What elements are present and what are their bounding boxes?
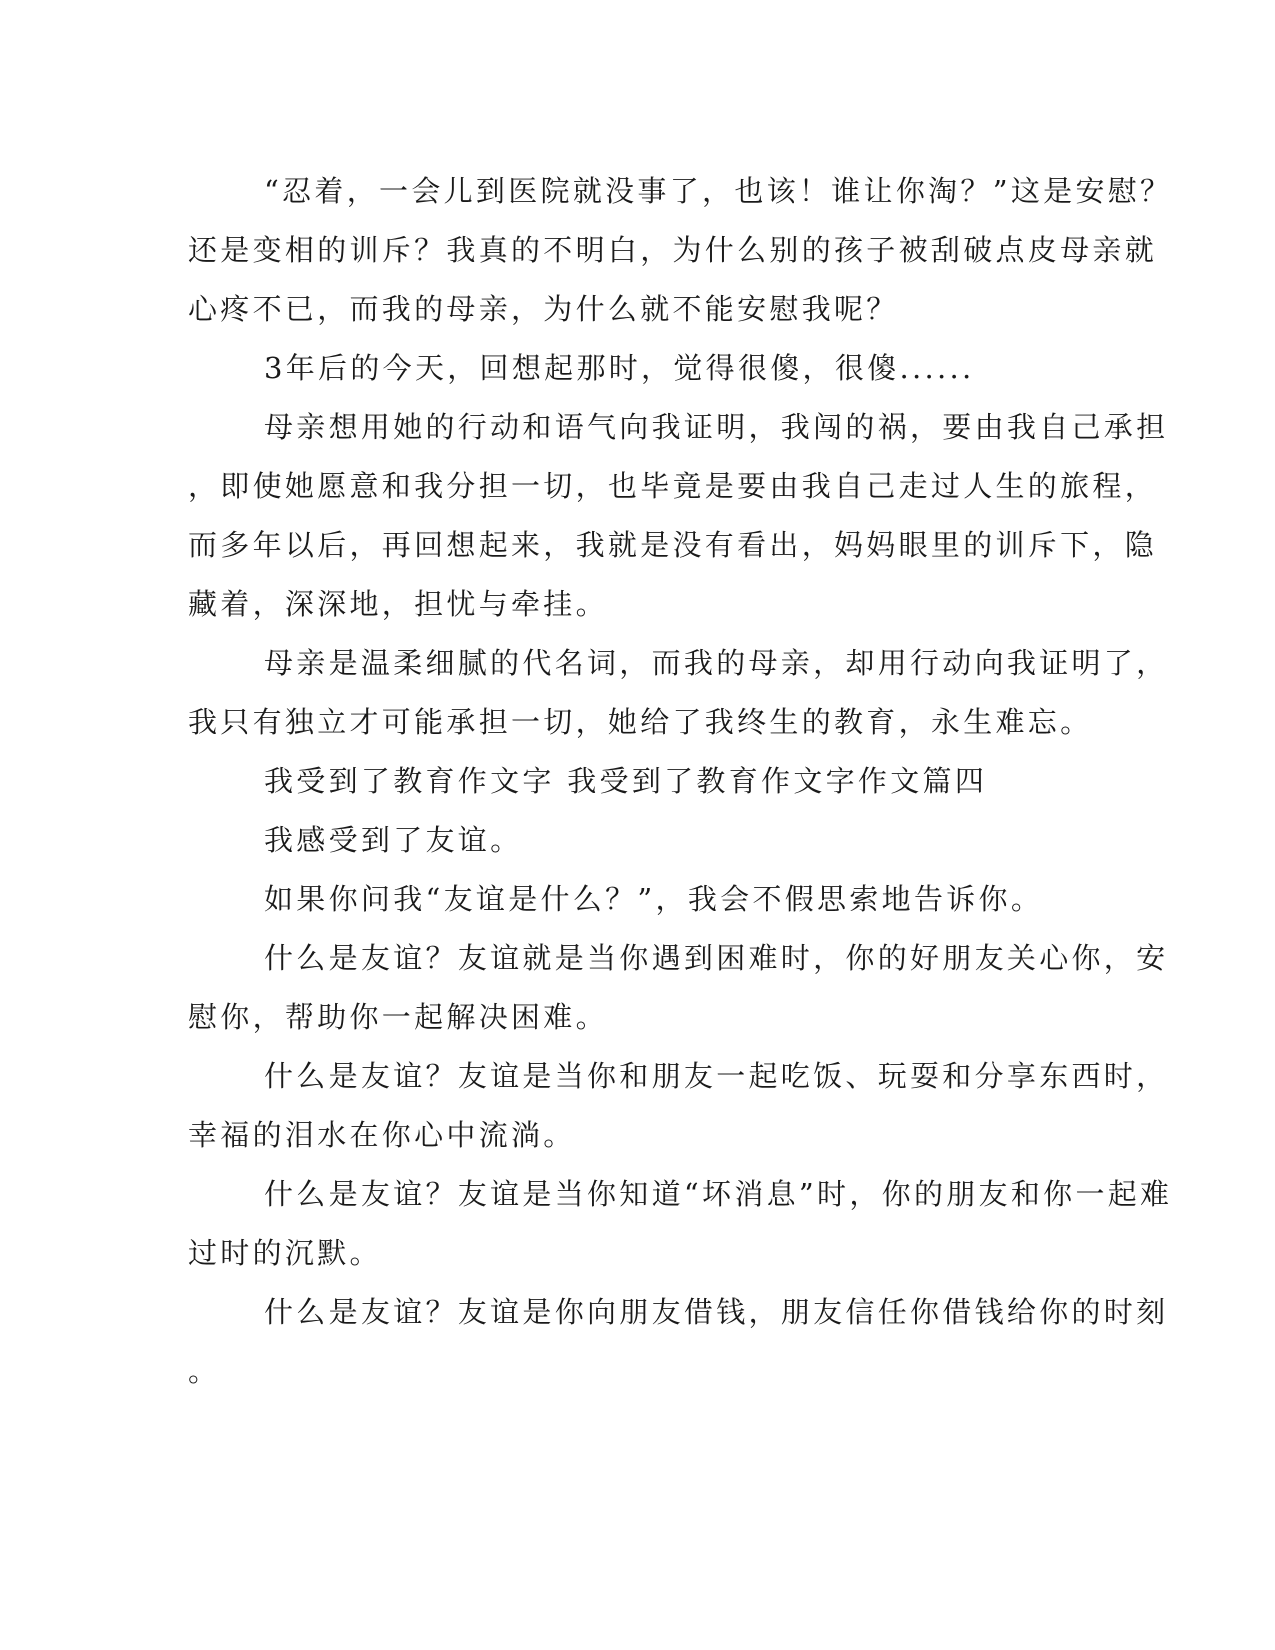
paragraph-line: 。: [188, 1354, 221, 1388]
paragraph-line: 慰你，帮助你一起解决困难。: [188, 1000, 608, 1034]
paragraph-line: 3年后的今天，回想起那时，觉得很傻，很傻......: [264, 351, 975, 385]
paragraph-line: “忍着，一会儿到医院就没事了，也该！谁让你淘？”这是安慰？: [264, 174, 1173, 208]
paragraph-line: 心疼不已，而我的母亲，为什么就不能安慰我呢？: [188, 292, 899, 326]
paragraph-line: 什么是友谊？友谊是当你知道“坏消息”时，你的朋友和你一起难: [264, 1177, 1173, 1211]
paragraph-line: 而多年以后，再回想起来，我就是没有看出，妈妈眼里的训斥下，隐: [188, 528, 1158, 562]
paragraph-line: 幸福的泪水在你心中流淌。: [188, 1118, 576, 1152]
paragraph-line: 什么是友谊？友谊是当你和朋友一起吃饭、玩耍和分享东西时，: [264, 1059, 1169, 1093]
document-body: [188, 162, 1173, 1401]
paragraph-line: 母亲想用她的行动和语气向我证明，我闯的祸，要由我自己承担: [264, 410, 1169, 444]
paragraph-line: 我只有独立才可能承担一切，她给了我终生的教育，永生难忘。: [188, 705, 1093, 739]
paragraph-line: 什么是友谊？友谊就是当你遇到困难时，你的好朋友关心你，安: [264, 941, 1169, 975]
paragraph-line: 如果你问我“友谊是什么？”，我会不假思索地告诉你。: [264, 882, 1044, 916]
paragraph-line: 母亲是温柔细腻的代名词，而我的母亲，却用行动向我证明了，: [264, 646, 1169, 680]
section-heading: 我受到了教育作文字 我受到了教育作文字作文篇四: [264, 764, 988, 798]
paragraph-line: 我感受到了友谊。: [264, 823, 523, 857]
paragraph-line: 什么是友谊？友谊是你向朋友借钱，朋友信任你借钱给你的时刻: [264, 1295, 1169, 1329]
paragraph-line: ，即使她愿意和我分担一切，也毕竟是要由我自己走过人生的旅程，: [188, 469, 1158, 503]
paragraph-line: 过时的沉默。: [188, 1236, 382, 1270]
paragraph-line: 藏着，深深地，担忧与牵挂。: [188, 587, 608, 621]
paragraph-line: 还是变相的训斥？我真的不明白，为什么别的孩子被刮破点皮母亲就: [188, 233, 1158, 267]
